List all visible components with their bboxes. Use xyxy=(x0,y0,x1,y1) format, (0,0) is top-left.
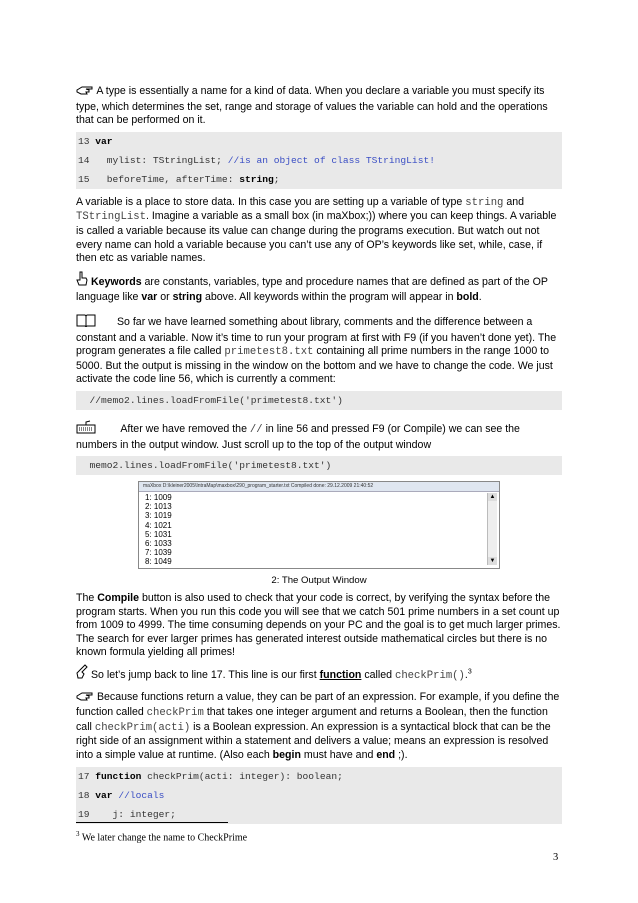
paragraph-removed-comment: After we have removed the // in line 56 and pressed F9 (or Compile) we can see the numbers in the output window. Just scroll up to the top of the output window xyxy=(76,420,562,452)
code-line-19: 19 j: integer; xyxy=(78,808,176,820)
list-item: 7: 1039 xyxy=(145,548,172,558)
code-line-14: 14 mylist: TStringList; //is an object of class TStringList! xyxy=(78,154,435,166)
scrollbar xyxy=(487,493,497,565)
scroll-up-icon: ▲ xyxy=(489,494,496,500)
list-item: 3: 1019 xyxy=(145,511,172,521)
hand-point-up-icon xyxy=(76,271,88,292)
paragraph-variable: A variable is a place to store data. In this case you are setting up a variable of type string and TStringList. Imagine a variable as a small box (in maXbox;)) where you can keep things. A variable is called a variable because its value can change during the programs execution. But watch out not every name can hold a variable because you can’t use any of OP’s keywords like set, while, case, if then etc as variable names. xyxy=(76,195,557,265)
paragraph-function: So let’s jump back to line 17. This line is our first function called checkPrim().$^3$ xyxy=(76,664,562,685)
paragraph-type: A type is essentially a name for a kind of data. When you declare a variable you must specify its type, which determines the set, range and storage of values the variable can hold and the operations that can be performed on it. xyxy=(76,85,548,127)
list-item: 6: 1033 xyxy=(145,539,172,549)
paragraph-keywords: Keywords are constants, variables, type and procedure names that are defined as part of the OP language like var or string above. All keywords within the program will appear in bold. xyxy=(76,271,562,305)
paragraph-run-program: So far we have learned something about library, comments and the difference between a constant and a variable. Now it’s time to run your program at first with F9 (if you haven’t done yet). The program generates a file called primetest8.txt containing all prime numbers in the range 1000 to 5000. But the output is missing in the window on the bottom and we have to change the code. We just activate the code line 56, which is currently a comment: xyxy=(76,313,562,387)
hand-pointing-icon xyxy=(76,690,94,707)
list-item: 8: 1049 xyxy=(145,557,172,567)
book-icon xyxy=(76,313,96,332)
code-line-56-active: memo2.lines.loadFromFile('primetest8.txt') xyxy=(78,460,332,472)
code-line-13: 13 var xyxy=(78,135,113,147)
code-line-56-commented: //memo2.lines.loadFromFile('primetest8.txt') xyxy=(78,394,343,406)
list-item: 4: 1021 xyxy=(145,520,172,530)
hand-pointing-icon xyxy=(76,84,94,101)
figure-caption: 2: The Output Window xyxy=(271,575,367,586)
code-line-15: 15 beforeTime, afterTime: string; xyxy=(78,173,280,185)
list-item: 2: 1013 xyxy=(145,502,172,512)
code-block-comment xyxy=(76,391,562,410)
code-line-17: 17 function checkPrim(acti: integer): boolean; xyxy=(78,770,343,782)
page-body-lower xyxy=(76,592,562,824)
page-number: 3 xyxy=(553,852,559,863)
hand-write-icon xyxy=(76,664,88,685)
page-body xyxy=(76,84,562,475)
code-block-var xyxy=(76,132,562,189)
keyboard-icon xyxy=(76,420,96,439)
paragraph-compile: The Compile button is also used to check that your code is correct, by verifying the syntax before the program starts. When you run this code you will see that we catch 501 prime numbers in a set count up from 1009 to 4999. The time consuming depends on your PC and the goal is to get much larger primes. The search for ever larger primes has generated interest outside mathematical circles but there is no known formula yielding all primes! xyxy=(76,592,561,659)
code-line-18: 18 var //locals xyxy=(78,789,165,801)
output-window-title: maXbox D:\kleiner2005\IntraMap\maxbox\290_program_starter.txt Compiled done: 29.12.2009 21:40:52 xyxy=(139,482,499,492)
scroll-down-icon: ▼ xyxy=(489,558,496,564)
footnote-separator xyxy=(76,822,228,823)
output-window-screenshot xyxy=(138,481,500,569)
footnote: $^3$ We later change the name to CheckPrime xyxy=(76,830,248,844)
code-block-function xyxy=(76,767,562,824)
paragraph-expression: Because functions return a value, they can be part of an expression. For example, if you define the function called checkPrim that takes one integer argument and returns a Boolean, then the function call checkPrim(acti) is a Boolean expression. An expression is a syntactical block that can be the right side of an assignment within a statement and delivers a value; means an expression is resolved into a simple value at runtime. (Also each begin must have and end ;). xyxy=(76,690,560,761)
list-item: 1: 1009 xyxy=(145,493,172,502)
code-block-active xyxy=(76,456,562,475)
list-item: 5: 1031 xyxy=(145,529,172,539)
output-list xyxy=(145,493,172,567)
